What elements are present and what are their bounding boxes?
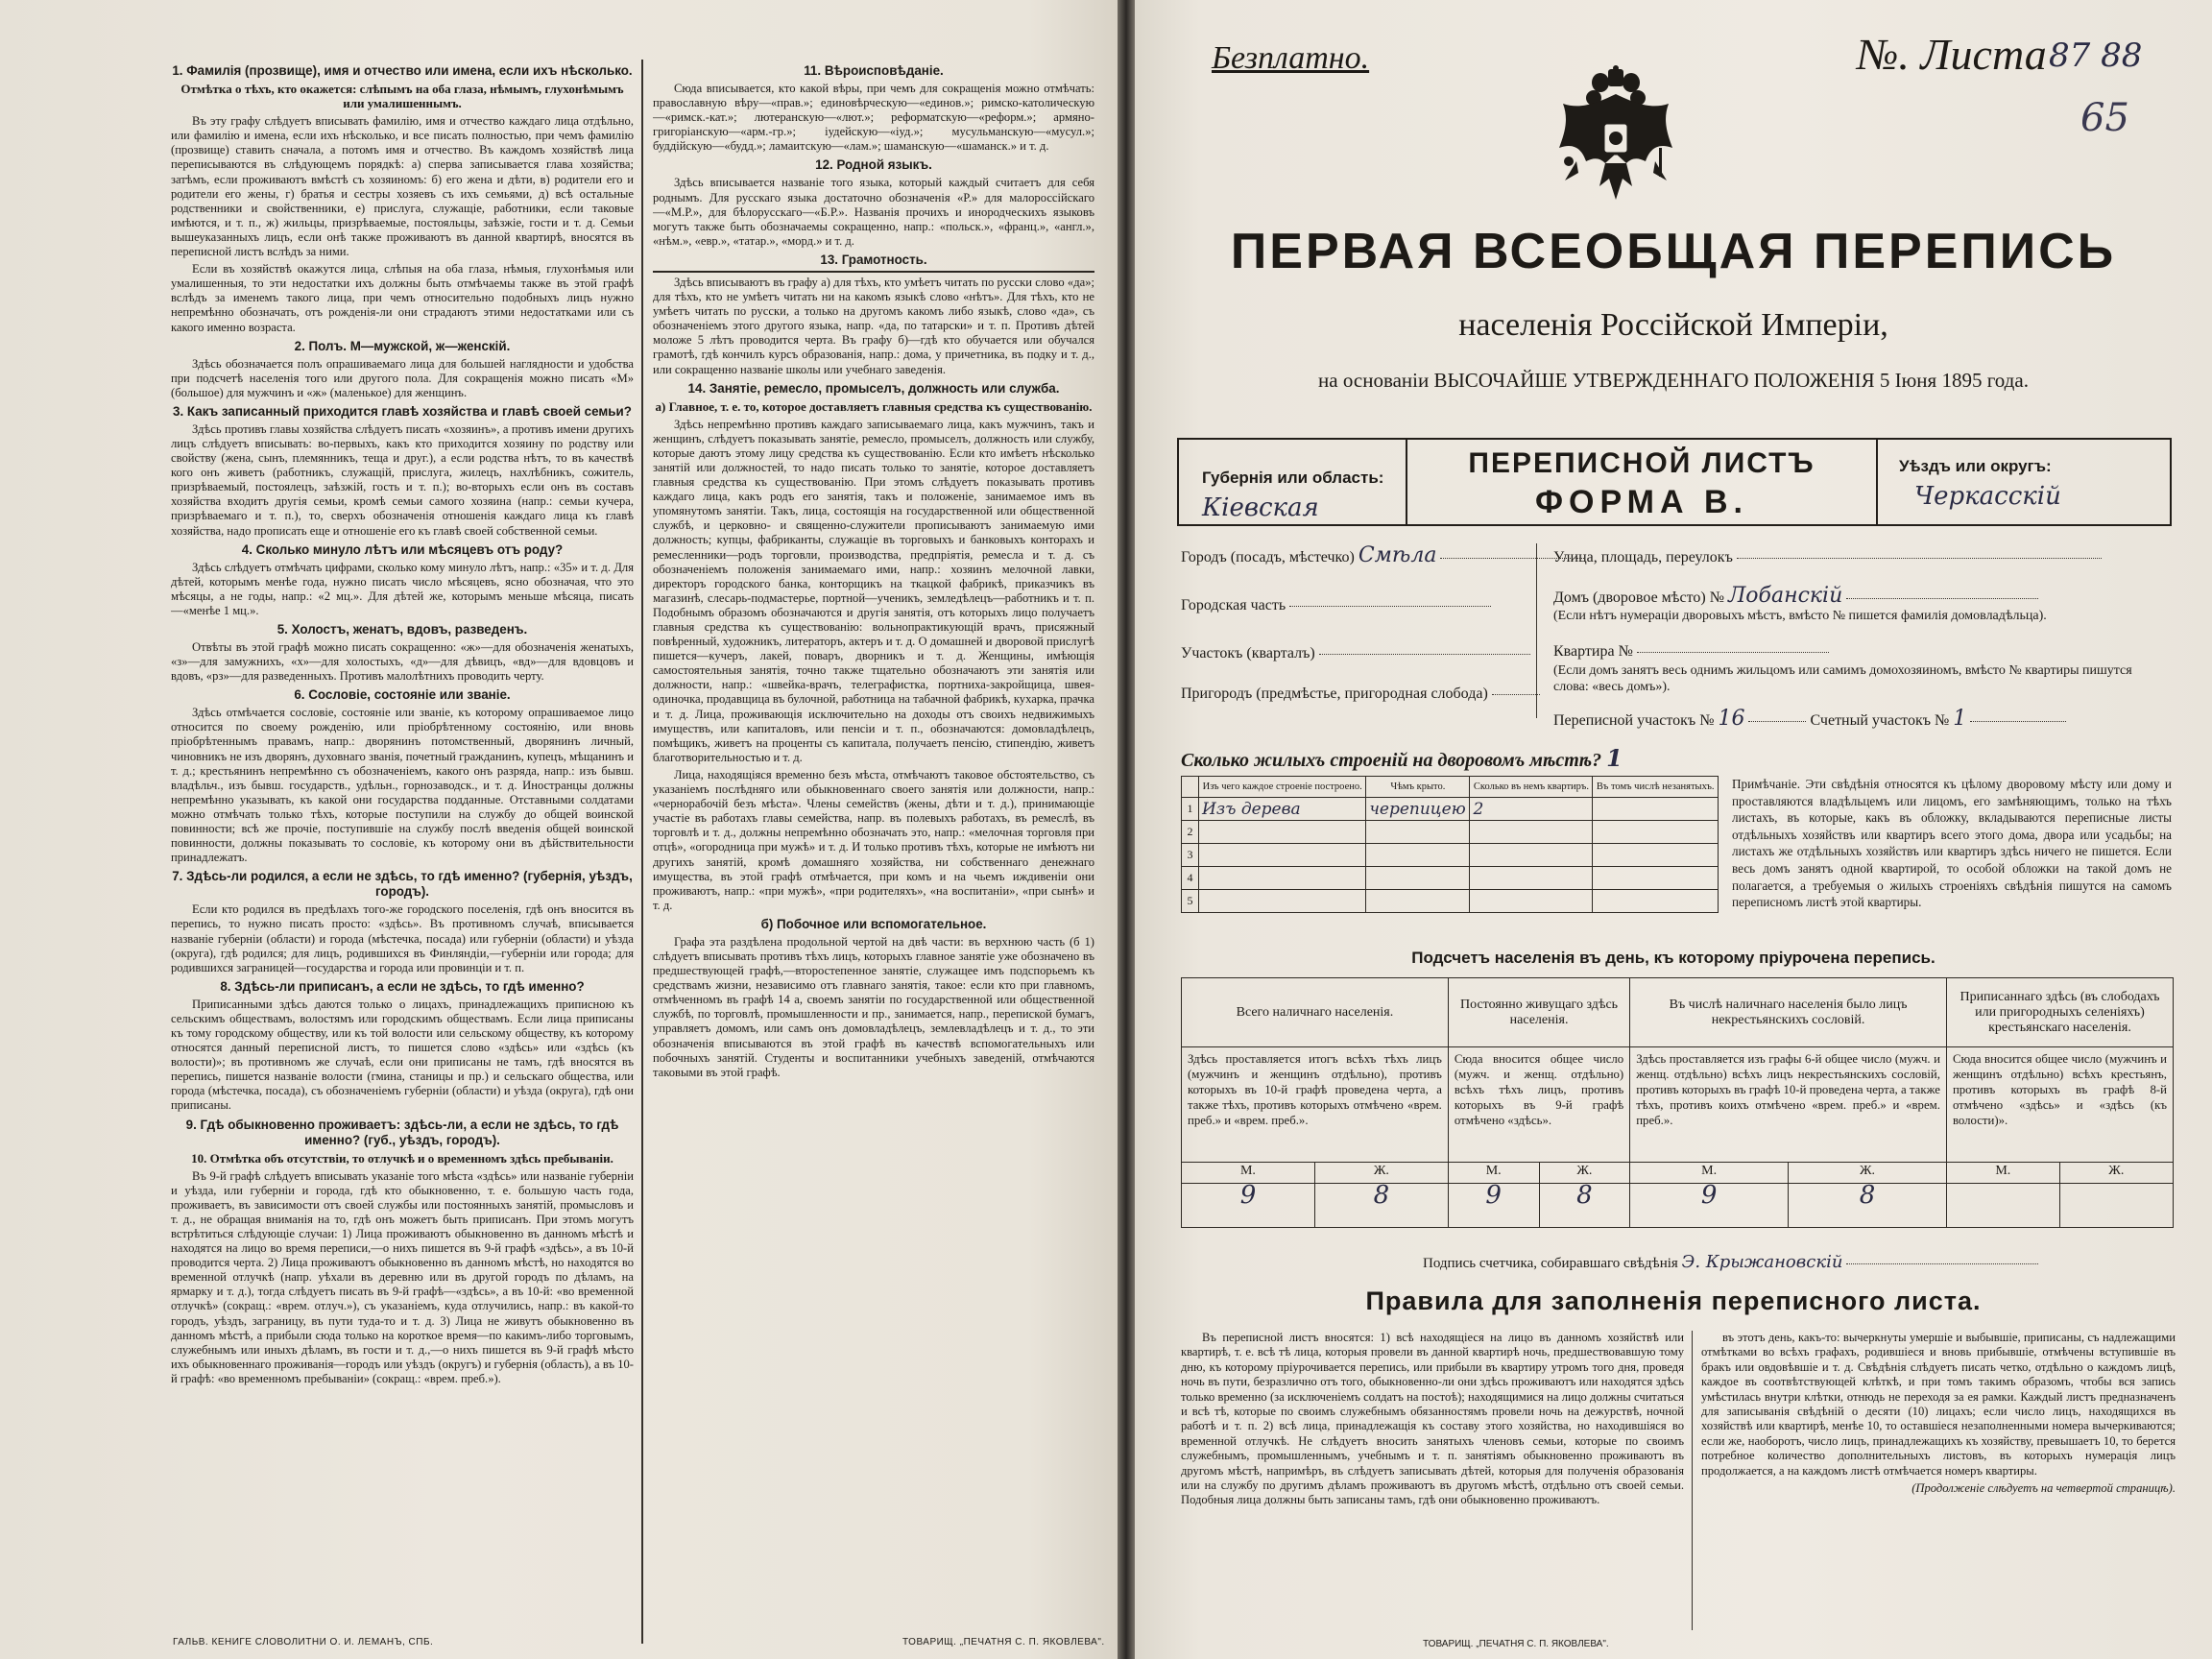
section-title: 13. Грамотность.: [820, 252, 927, 267]
section-text: Въ эту графу слѣдуетъ вписывать фамилію, имя и отчество каждаго лица отдѣльно, или фамилію и имена, если ихъ нѣсколько, и все писать полностью, при чемъ фамилію (прозвище) ставить сначала, а потомъ имя и отчество. Въ каждомъ хозяйствѣ лица переписываются въ слѣдующемъ порядкѣ: а) сперва записывается глава хозяйства; затѣмъ, если проживаютъ вмѣстѣ съ хозяиномъ: б) его жена и дѣти, в) родители его и родители его жены, г) братья и сестры хозяевъ съ ихъ семьями, д) всѣ остальные родственники и свойственники, е) прислуга, служащіе, работники, если таковые имѣются, и т. п., ж) жильцы, призрѣваемые, постояльцы, заѣзжіе, гости и т. д. Семьи вышеуказанныхъ лицъ, если онѣ также проживаютъ въ данной квартирѣ, вносятся въ переписной листъ вслѣдъ за ними.: [171, 114, 634, 259]
section-title: б) Побочное или вспомогательное.: [760, 916, 987, 931]
section-text: Лица, находящіяся временно безъ мѣста, отмѣчаютъ таковое обстоятельство, съ указаніемъ послѣдняго или обыкновеннаго своего занятія или должности, напр.: «чернорабочій безъ мѣста». Члены семействъ (жены, дѣти и т. д.), принимающіе участіе въ работахъ главы семейства, напр. въ полевыхъ работахъ, въ ремеслѣ, въ торговлѣ и т. д., должны непремѣнно обозначать это, напр.: «мелочная торговля при отцѣ», «огородница при мужѣ» и т. д. И только противъ тѣхъ, которые не имѣютъ ни другихъ занятій, кромѣ домашняго хозяйства, ни собственнаго денежнаго имущества, въ этой графѣ отмѣчается, при комъ и на чьемъ иждивеніи они проживаютъ, напр.: «при мужѣ», «при родителяхъ», «на воспитаніи», «при сынѣ» и т. д.: [653, 767, 1094, 912]
building-vacant: [1593, 890, 1719, 913]
section-title: 4. Сколько минуло лѣтъ или мѣсяцевъ отъ роду?: [241, 541, 564, 557]
building-apartments: 2: [1470, 798, 1593, 821]
count-resident-male: 9: [1448, 1184, 1539, 1228]
building-roof: черепицею: [1366, 798, 1470, 821]
table-row: [1182, 867, 1719, 890]
table-row: [1182, 798, 1719, 821]
printer-footer-right: ТОВАРИЩ. „ПЕЧАТНЯ С. П. ЯКОВЛЕВА".: [902, 1637, 1105, 1647]
section-text: Здѣсь вписывается названіе того языка, который каждый считаетъ для себя роднымъ. Для русскаго языка достаточно обозначенія «Р.» для малороссійскаго—«М.Р.», для бѣлорусскаго—«Б.Р.». Названія прочихъ и инородческихъ языковъ могутъ также быть обозначаемы сокращенно, напр.: «польск.», «франц.», «англ.», «нѣм.», «евр.», «татар.», «морд.» и т. д.: [653, 176, 1094, 248]
row-number: 3: [1182, 844, 1199, 867]
buildings-question: [1181, 744, 1623, 772]
male-label: М.: [1946, 1163, 2059, 1184]
precinct-field: [1181, 645, 1530, 662]
street-field: [1553, 549, 2102, 566]
female-label: Ж.: [1789, 1163, 1947, 1184]
rules-column-2: [1701, 1331, 2176, 1634]
signature-value: Э. Крыжановскій: [1681, 1252, 1843, 1272]
female-label: Ж.: [1314, 1163, 1448, 1184]
section-title: 1. Фамилія (прозвище), имя и отчество или имена, если ихъ нѣсколько.: [172, 63, 633, 78]
house-value: Лобанскій: [1727, 584, 1843, 608]
house-note: (Если нѣтъ нумераціи дворовыхъ мѣстъ, вмѣсто № пишется фамилія домовладѣльца).: [1553, 609, 2047, 623]
section-title: 11. Вѣроисповѣданіе.: [804, 63, 944, 78]
section-title: 12. Родной языкъ.: [815, 157, 932, 173]
count-mf-row: [1182, 1163, 2174, 1184]
male-label: М.: [1182, 1163, 1315, 1184]
house-field: [1553, 584, 2038, 608]
counting-district-label: Счетный участокъ №: [1810, 712, 1950, 729]
legal-basis-line: на основаніи ВЫСОЧАЙШЕ УТВЕРЖДЕННАГО ПОЛОЖЕНІЯ 5 Іюня 1895 года.: [1318, 369, 2029, 392]
apartment-field: [1553, 643, 1829, 661]
building-roof: [1366, 890, 1470, 913]
building-roof: [1366, 821, 1470, 844]
table-row: [1182, 821, 1719, 844]
buildings-header-apartments: Сколько въ немъ квартиръ.: [1470, 777, 1593, 798]
building-apartments: [1470, 844, 1593, 867]
form-title: ПЕРЕПИСНОЙ ЛИСТЪ: [1468, 447, 1815, 479]
house-label: Домъ (дворовое мѣсто) №: [1553, 589, 1724, 606]
count-desc-row: [1182, 1047, 2174, 1163]
count-peasant-male: [1946, 1184, 2059, 1228]
section-title: 8. Здѣсь-ли приписанъ, а если не здѣсь, то гдѣ именно?: [220, 978, 585, 994]
census-subtitle: населенія Россійской Имперіи,: [1458, 307, 1888, 343]
male-label: М.: [1630, 1163, 1789, 1184]
instructions-column-2: [653, 60, 1094, 1634]
building-roof: [1366, 867, 1470, 890]
imperial-eagle-emblem-icon: [1557, 65, 1674, 209]
building-material: [1199, 867, 1366, 890]
section-text: Здѣсь слѣдуетъ отмѣчать цифрами, сколько кому минуло лѣтъ, напр.: «35» и т. д. Для дѣтей, которымъ менѣе года, нужно писать число мѣсяцевъ, ясно обозначая, что это мѣсяцы, а не годы, напр.: «2 мц.». Для дѣтей же, которымъ меньше мѣсяца, писать—«менѣе 1 мц.».: [171, 560, 634, 617]
section-text: Графа эта раздѣлена продольной чертой на двѣ части: въ верхнюю часть (б 1) слѣдуетъ вписывать противъ тѣхъ лицъ, которыхъ главное занятіе уже обозначено въ предшествующей графѣ,—второстепенное занятіе, служащее имъ подспорьемъ къ средствамъ жизни, независимо отъ главнаго занятія, такое: если кто при главномъ, отмѣченномъ въ графѣ 14 а, своемъ занятіи по государственной или общественной службѣ, по торговлѣ, промышленности и пр., занимается, напр., перепиской бумагъ, управляетъ домомъ, или самъ онъ домовладѣлецъ, землевладѣлецъ и т. д., то эти обозначенія вписываются въ этой графѣ въ качествѣ вспомогательныхъ или побочныхъ занятій. Студенты и воспитанники учебныхъ заведеній, отмѣчаются таковыми въ этой графѣ.: [653, 934, 1094, 1079]
count-non-peasant-male: 9: [1630, 1184, 1789, 1228]
free-label: Безплатно.: [1212, 40, 1370, 76]
printer-footer: ТОВАРИЩ. „ПЕЧАТНЯ С. П. ЯКОВЛЕВА".: [1423, 1639, 1609, 1649]
building-apartments: [1470, 867, 1593, 890]
rules-column-1: [1181, 1331, 1684, 1634]
table-row: [1182, 844, 1719, 867]
buildings-header-vacant: Въ томъ числѣ незанятыхъ.: [1593, 777, 1719, 798]
building-roof: [1366, 844, 1470, 867]
district-label: Уѣздъ или округъ:: [1899, 457, 2052, 475]
form-type: ФОРМА В.: [1534, 484, 1749, 520]
building-vacant: [1593, 844, 1719, 867]
population-count-table: [1181, 977, 2174, 1228]
section-title: 3. Какъ записанный приходится главѣ хозяйства и главѣ своей семьи?: [173, 403, 632, 419]
section-title: 6. Сословіе, состояніе или званіе.: [294, 687, 511, 703]
count-header-non-peasant: Въ числѣ наличнаго населенія было лицъ некрестьянскихъ сословій.: [1630, 978, 1947, 1047]
section-subtitle: 10. Отмѣтка объ отсутствіи, то отлучкѣ и о временномъ здѣсь пребываніи.: [191, 1150, 613, 1166]
precinct-label: Участокъ (кварталъ): [1181, 645, 1315, 661]
rules-text-1: Въ переписной листъ вносятся: 1) всѣ находящіеся на лицо въ данномъ хозяйствѣ или квартирѣ, т. е. всѣ тѣ лица, которыя провели въ данной квартирѣ ночь, предшествовавшую тому дню, къ которому пріурочивается перепись, или прибыли въ квартиру утромъ того дня, проведя ночь въ пути, безразлично отъ того, обыкновенно-ли они здѣсь проживаютъ или находятся здѣсь только временно (за исключеніемъ солдатъ на постоѣ); находящимися на лицо должны считаться и всѣ тѣ, которые по своимъ служебнымъ обязанностямъ провели ночь на дежурствѣ, ночной работѣ и т. п. 2) всѣ лица, принадлежащія къ составу этого хозяйства, но находившіяся во временной отлучкѣ. Не слѣдуетъ вносить занятыхъ членовъ семьи, которые по своимъ служебнымъ, промышленнымъ, учебнымъ и т. п. занятіямъ обыкновенно проживаютъ въ другомъ мѣстѣ, напримѣръ, въ слѣдуетъ записывать дѣтей, которыя для полученія образованія или на службу по другимъ дѣламъ проживаютъ въ другомъ мѣстѣ, отдѣльно отъ своей семьи. Подобныя лица должны быть записаны тамъ, гдѣ они обыкновенно проживаютъ.: [1181, 1331, 1684, 1507]
row-number-header: [1182, 777, 1199, 798]
apartment-note: (Если домъ занятъ весь однимъ жильцомъ или самимъ домохозяиномъ, вмѣсто № квартиры пишутся слова: «весь домъ»).: [1553, 663, 2132, 694]
building-apartments: [1470, 890, 1593, 913]
section-text: Здѣсь противъ главы хозяйства слѣдуетъ писать «хозяинъ», а противъ имени другихъ лицъ слѣдуетъ вписывать: во-первыхъ, какъ кто приходится хозяину по родству или свойству (жена, сынъ, племянникъ, теща и друг.), а если родства нѣтъ, то въ качествѣ кого онъ живетъ (работникъ, служащій, прислуга, жилецъ, нахлѣбникъ, сожитель, призрѣваемый, постоялецъ, заѣзжій, гость и т. п.); во-вторыхъ если онъ въ составъ хозяйства входитъ другія семьи, кромѣ семьи самого хозяина (напр.: семьи кучера, призрѣваемаго и т. п.), то, сверхъ обозначенія отношенія каждаго лица къ главѣ хозяйства, надо прописать еще и отношеніе его къ главѣ своей собственной семьи.: [171, 421, 634, 538]
printer-footer-left: ГАЛЬВ. КЕНИГЕ СЛОВОЛИТНИ О. И. ЛЕМАНЪ, СПБ.: [173, 1637, 434, 1647]
literacy-subquestions: [653, 271, 1094, 273]
population-count-title: Подсчетъ населенія въ день, къ которому пріурочена перепись.: [1411, 949, 1936, 967]
section-text: Здѣсь непремѣнно противъ каждаго записываемаго лица, какъ мужчинъ, такъ и женщинъ, слѣдуетъ показывать занятіе, ремесло, промыселъ, должность или службу, которые даютъ этому лицу средства къ существованію. Если кто имѣетъ нѣсколько занятій или должностей, то надо писать только то занятіе, которое доставляетъ главныя средства къ существованію. При этомъ слѣдуетъ показывать противъ каждаго лица, какъ родъ его занятія, такъ и положеніе, занимаемое имъ въ упомянутомъ занятіи. Такъ, лица, состоящія на государственной или общественной службѣ, и церковно- и священно-служители прописываютъ занимаемую ими должность; купцы, фабриканты, служащіе въ торговыхъ и банковыхъ конторахъ и ремесленники—родъ торговли, производства, предпріятія, ремесла и т. д. съ обозначеніемъ положенія занимаемаго ими, напр.: хозяинъ мелочной лавки, директоръ городского банка, конторщикъ на ткацкой фабрикѣ, приказчикъ въ магазинѣ, слесарь-подмастерье, портной—ученикъ, земледѣлецъ—работникъ и т. п. Подобнымъ образомъ обозначаются и другія занятія, отъ которыхъ лицо получаетъ главныя средства къ существованію: вольнопрактикующій врачъ, присяжный повѣренный, художникъ, литераторъ, актеръ и т. д. О домашней и дворовой прислугѣ пишется—кучеръ, лакей, поваръ, дворникъ и т. д. Женщины, имѣющія самостоятельныя занятія, точно также тщательно обозначаютъ эти занятія или должности, напр.: «швейка-врачъ, телеграфистка, портниха-закройщица, швея-одиночка, продавщица въ булочной, работница на табачной фабрикѣ, кухарка, прачка и т. д. Лица, проживающія исключительно на доходы отъ своихъ недвижимыхъ имуществъ, или капиталовъ, или пенсіи и т. п., обозначаются: домовладѣлецъ, помѣщикъ, живетъ на проценты съ капитала, получаетъ пенсію, стипендію, живетъ благотворительностью и т. д.: [653, 417, 1094, 764]
sheet-number-handwritten-2: 65: [2080, 96, 2129, 140]
city-part-label: Городская часть: [1181, 597, 1286, 613]
count-header-peasant: Приписаннаго здѣсь (въ слободахъ или пригородныхъ селеніяхъ) крестьянскаго населенія.: [1946, 978, 2173, 1047]
section-title: 7. Здѣсь-ли родился, а если не здѣсь, то гдѣ именно? (губернія, уѣздъ, городъ).: [172, 869, 633, 900]
form-title-cell: [1407, 440, 1878, 524]
count-resident-female: 8: [1539, 1184, 1630, 1228]
row-number: 5: [1182, 890, 1199, 913]
address-divider: [1536, 543, 1537, 718]
sheet-number-handwritten: 87 88: [2049, 36, 2143, 75]
right-page-census-form: [1135, 0, 2212, 1659]
count-values-row: [1182, 1184, 2174, 1228]
female-label: Ж.: [2059, 1163, 2173, 1184]
enumerator-signature: [1423, 1252, 2038, 1272]
instructions-column-1: [171, 60, 634, 1634]
section-text: Отвѣты въ этой графѣ можно писать сокращенно: «ж»—для обозначенія женатыхъ, «з»—для замужнихъ, «х»—для холостыхъ, «д»—для дѣвицъ, «вд»—для вдовцовъ и вдовъ, «рз»—для разведенныхъ. Противъ малолѣтнихъ проводить черту.: [171, 640, 634, 684]
census-district-value: 16: [1718, 707, 1745, 731]
district-numbers-field: [1553, 707, 2066, 731]
city-field: [1181, 543, 1584, 567]
section-text: Если кто родился въ предѣлахъ того-же городского поселенія, гдѣ онъ вносится въ перепись, то нужно писать просто: «здѣсь». Въ противномъ случаѣ, вписывается названіе губерніи (области) и города (мѣстечка, посада) или губерніи (области) и уѣзда (округа), гдѣ родился; для лицъ, родившихся въ Финляндіи,—губерніи или города; для родившихся заграницей—государства и города или провинціи и т. п.: [171, 902, 634, 974]
census-title: ПЕРВАЯ ВСЕОБЩАЯ ПЕРЕПИСЬ: [1230, 224, 2117, 279]
building-material: [1199, 821, 1366, 844]
section-text: Здѣсь обозначается полъ опрашиваемаго лица для большей наглядности и удобства при подсчетѣ населенія того или другого пола. Для сокращенія можно писать «М» (большое) для мужчинъ и «ж» (маленькое) для женщинъ.: [171, 356, 634, 399]
buildings-value: 1: [1606, 744, 1623, 772]
building-apartments: [1470, 821, 1593, 844]
buildings-header-roof: Чѣмъ крыто.: [1366, 777, 1470, 798]
section-subtitle: а) Главное, т. е. то, которое доставляетъ главныя средства къ существованію.: [655, 398, 1093, 414]
rules-continuation: (Продолженіе слѣдуетъ на четвертой страницѣ).: [1911, 1481, 2176, 1496]
section-title: 5. Холостъ, женатъ, вдовъ, разведенъ.: [276, 622, 528, 637]
city-label: Городъ (посадъ, мѣстечко): [1181, 549, 1355, 565]
rules-title: Правила для заполненія переписного листа.: [1365, 1286, 1982, 1315]
table-row: [1182, 890, 1719, 913]
building-vacant: [1593, 867, 1719, 890]
suburb-field: [1181, 685, 1540, 703]
section-subtitle: Отмѣтка о тѣхъ, кто окажется: слѣпымъ на оба глаза, нѣмымъ, глухонѣмымъ или умалишеннымъ.: [180, 82, 624, 111]
section-text: Если въ хозяйствѣ окажутся лица, слѣпыя на оба глаза, нѣмыя, глухонѣмыя или умалишенныя, то эти недостатки ихъ должны быть отмѣчаемы также въ этой графѣ вслѣдъ за именемъ такого лица, при чемъ относительно подобныхъ лицъ нужно непремѣнно обозначать, отъ рожденія-ли они страдаютъ этими недостатками или съ какого именно возраста.: [171, 262, 634, 334]
section-text: Въ 9-й графѣ слѣдуетъ вписывать указаніе того мѣста «здѣсь» или названіе губерніи и уѣзда, или губерніи и города, гдѣ кто обыкновенно, т. е. большую часть года, проживаетъ, въ зависимости отъ своей службы или постоянныхъ занятій, промысловъ и т. д., не обращая вниманія на то, гдѣ онъ можетъ быть приписанъ. При этомъ могутъ встрѣтиться слѣдующіе случаи: 1) Лица проживаютъ обыкновенно въ данномъ мѣстѣ и находятся на лицо во время переписи,—о нихъ пишется въ 9-й графѣ «здѣсь», а въ 10-й проводится черта. 2) Лица проживаютъ обыкновенно въ данномъ мѣстѣ, но находятся во временной отлучкѣ (напр. уѣхали въ деревню или въ другой городъ по дѣламъ, на ярмарку и т. д.), тогда слѣдуетъ писать въ 9-й графѣ—«здѣсь», а въ 10-й: «во временной отлучкѣ» (сокращ.: «врем. отлуч.»), съ указаніемъ, куда отлучились, напр.: въ какой-то городъ, уѣздъ, заграницу, въ пути туда-то и т. д. 3) Лица не живутъ обыкновенно въ данномъ мѣстѣ, а прибыли сюда только на короткое время—по какимъ-либо торговымъ, служебнымъ или иныхъ дѣламъ, въ гости и т. д.,—о нихъ пишется въ 9-й графѣ мѣсто ихъ обыкновеннаго проживанія—городъ или уѣздъ (округъ) и губернія (область), а въ 10-й графѣ: «во временномъ пребываніи» (сокращ.: «врем. преб.»).: [171, 1168, 634, 1385]
counting-district-value: 1: [1953, 707, 1967, 731]
female-label: Ж.: [1539, 1163, 1630, 1184]
count-desc-present: Здѣсь проставляется итогъ всѣхъ тѣхъ лицъ (мужчинъ и женщинъ отдѣльно), противъ которыхъ въ 10-й графѣ проведена черта, а также тѣхъ, противъ которыхъ отмѣчено «врем. преб.» и «врем. преб.».: [1182, 1047, 1449, 1163]
province-cell: [1179, 440, 1407, 524]
count-peasant-female: [2059, 1184, 2173, 1228]
sheet-number-label: №. Листа: [1857, 30, 2047, 79]
district-value: Черкасскій: [1914, 482, 2061, 511]
count-non-peasant-female: 8: [1789, 1184, 1947, 1228]
male-label: М.: [1448, 1163, 1539, 1184]
section-title: 14. Занятіе, ремесло, промыселъ, должность или служба.: [687, 380, 1060, 396]
section-text: Здѣсь отмѣчается сословіе, состояніе или званіе, къ которому опрашиваемое лицо относится по своему рожденію, или пріобрѣтенному состоянію, или вновь пріобрѣтеннымъ правамъ, напр.: дворянинъ потомственный, дворянинъ личный, чиновникъ не изъ дворянъ, духовнаго званія, почетный гражданинъ, купецъ, мѣщанинъ и т. д.; крестьянинъ непремѣнно съ обозначеніемъ, какого онъ разряда, напр.: изъ бывш. владѣльч., изъ бывш. государств., удѣльн., горнозаводск., и т. д. Иностранцы должны непремѣнно указывать, къ какой они государства подданные. Отставными солдатами можно отмѣчать только тѣхъ, которые поступили на службу до общей воинской повинности; всѣ же прочіе, поступившіе на службу послѣ введенія общей воинской повинности, должны показывать то сословіе, къ которому они въ дѣйствительности принадлежатъ.: [171, 706, 634, 865]
column-divider: [641, 60, 643, 1644]
district-cell: [1878, 440, 2170, 524]
building-vacant: [1593, 821, 1719, 844]
building-material: [1199, 890, 1366, 913]
count-header-present: Всего наличнаго населенія.: [1182, 978, 1449, 1047]
book-gutter: [1118, 0, 1135, 1659]
count-desc-non-peasant: Здѣсь проставляется изъ графы 6-й общее число (мужч. и женщ. отдѣльно) всѣхъ лицъ некрестьянскихъ сословій, противъ которыхъ въ графѣ 10-й проведена черта, а также тѣхъ, противъ коихъ отмѣчено «врем. преб.» и «врем. преб.».: [1630, 1047, 1947, 1163]
row-number: 1: [1182, 798, 1199, 821]
signature-label: Подпись счетчика, собиравшаго свѣдѣнія: [1423, 1256, 1678, 1271]
building-vacant: [1593, 798, 1719, 821]
apartment-label: Квартира №: [1553, 643, 1633, 660]
form-header-box: [1177, 438, 2172, 526]
building-material: Изъ дерева: [1199, 798, 1366, 821]
city-part-field: [1181, 597, 1491, 614]
count-header-resident: Постоянно живущаго здѣсь населенія.: [1448, 978, 1629, 1047]
buildings-header-material: Изъ чего каждое строеніе построено.: [1199, 777, 1366, 798]
street-label: Улица, площадь, переулокъ: [1553, 549, 1733, 565]
row-number: 4: [1182, 867, 1199, 890]
count-desc-peasant: Сюда вносится общее число (мужчинъ и женщинъ отдѣльно) всѣхъ крестьянъ, противъ которыхъ въ графѣ 8-й отмѣчено «здѣсь» и «здѣсь (къ волости)».: [1946, 1047, 2173, 1163]
buildings-table-header: [1182, 777, 1719, 798]
rules-text-2: въ этотъ день, какъ-то: вычеркнуты умершіе и выбывшіе, приписаны, съ надлежащими отмѣтками во всѣхъ графахъ, родившіеся и вновь прибывшіе, отмѣчены вступившіе въ бракъ или овдовѣвшіе и т. д. Свѣдѣнія слѣдуетъ писать четко, отдѣльно о каждомъ лицѣ, каждое въ соотвѣтствующей клѣткѣ, и при томъ такимъ образомъ, чтобы вся запись умѣстилась внутри клѣтки, отнюдь не переходя за ея рамки. Каждый листъ предназначенъ для записыванія свѣдѣній о десяти (10) лицахъ; если число лицъ, находящихся въ хозяйствѣ или квартирѣ, менѣе 10, то оставшіеся незаполненными номера вычеркиваются; если же, наоборотъ, число лицъ, принадлежащихъ къ хозяйству, превышаетъ 10, то берется потребное количество дополнительныхъ листовъ, въ которыхъ нумерація лицъ продолжается, а на каждомъ листѣ отмѣчается номеръ квартиры.: [1701, 1331, 2176, 1478]
count-header-row: [1182, 978, 2174, 1047]
count-desc-resident: Сюда вносится общее число (мужч. и женщ. отдѣльно) всѣхъ тѣхъ лицъ, противъ которыхъ въ 9-й графѣ отмѣчено «здѣсь».: [1448, 1047, 1629, 1163]
census-district-label: Переписной участокъ №: [1553, 712, 1715, 729]
suburb-label: Пригородъ (предмѣстье, пригородная слобода): [1181, 685, 1488, 702]
section-title: 2. Полъ. М—мужской, ж—женскій.: [294, 338, 511, 353]
section-text: Здѣсь вписываютъ въ графу а) для тѣхъ, кто умѣетъ читать по русски слово «да»; для тѣхъ, кто не умѣетъ читать ни на какомъ языкѣ слово «нѣтъ». Для тѣхъ, кто не умѣетъ читать по русски, а только на другомъ какомъ либо языкѣ, слово «да», съ обозначеніемъ этого другого языка, напр. «да, по татарски» и т. п. Противъ дѣтей моложе 5 лѣтъ проводится черта. Въ графу б)—гдѣ кто обучается или обучался грамотѣ, гдѣ кончилъ курсъ образованія, напр.: дома, у причетника, въ подку и т. д., или сокращенно названіе школы или учебнаго заведенія.: [653, 275, 1094, 376]
row-number: 2: [1182, 821, 1199, 844]
count-present-male: 9: [1182, 1184, 1315, 1228]
section-text: Приписанными здѣсь даются только о лицахъ, принадлежащихъ приписною къ сельскимъ обществамъ, волостямъ или городскимъ обществамъ. Если лица приписаны къ тому городскому обществу, или къ той волости или сельскому обществу, къ которому относятся данный переписной листъ, то пишется слово «здѣсь» или «здѣсь (къ волости)»; въ противномъ же случаѣ, если они приписаны не тамъ, гдѣ вносятся въ перепись, пишется названіе волости (гмина, станицы и пр.) и сельскаго общества, или города (мѣстечка, посада), съ обозначеніемъ губерніи (области) и уѣзда (округа), гдѣ они приписаны.: [171, 997, 634, 1113]
section-text: Сюда вписывается, кто какой вѣры, при чемъ для сокращенія можно отмѣчать: православную вѣру—«прав.»; единовѣрческую—«единов.»; римско-католическую—«римск.-кат.»; лютеранскую—«лют.»; реформатскую—«реформ.»; армяно-григоріанскую—«арм.-гр.»; іудейскую—«іуд.»; мусульманскую—«мусул.»; буддійскую—«будд.»; ламаитскую—«лам.»; шаманскую—«шаманск.» и т. д.: [653, 82, 1094, 154]
building-material: [1199, 844, 1366, 867]
rules-divider: [1692, 1331, 1693, 1630]
buildings-question-text: Сколько жилыхъ строеній на дворовомъ мѣстѣ?: [1181, 750, 1602, 771]
note-paragraph: Примѣчаніе. Эти свѣдѣнія относятся къ цѣлому дворовому мѣсту или дому и проставляются владѣльцемъ или лицомъ, его замѣняющимъ, только на тѣхъ листахъ, въ которые, какъ въ обложку, вкладываются переписные листы отдѣльныхъ хозяйствъ или квартиръ всего этого дома, двора или усадьбы; на листахъ же отдѣльныхъ хозяйствъ или квартиръ здѣсь ничего не пишется. Если весь домъ занятъ одной квартирой, то особой обложки на такой домъ не полагается, а требуемыя о жилыхъ строеніяхъ свѣдѣнія пишутся на самомъ переписномъ листѣ этой квартиры.: [1732, 777, 2172, 910]
province-label: Губернія или область:: [1202, 469, 1384, 487]
province-value: Кіевская: [1202, 493, 1319, 522]
city-value: Смѣла: [1358, 543, 1437, 567]
section-title: 9. Гдѣ обыкновенно проживаетъ: здѣсь-ли, а если не здѣсь, то гдѣ именно? (губ., уѣздъ, городъ).: [185, 1117, 619, 1147]
buildings-table: [1181, 776, 1719, 913]
count-present-female: 8: [1314, 1184, 1448, 1228]
